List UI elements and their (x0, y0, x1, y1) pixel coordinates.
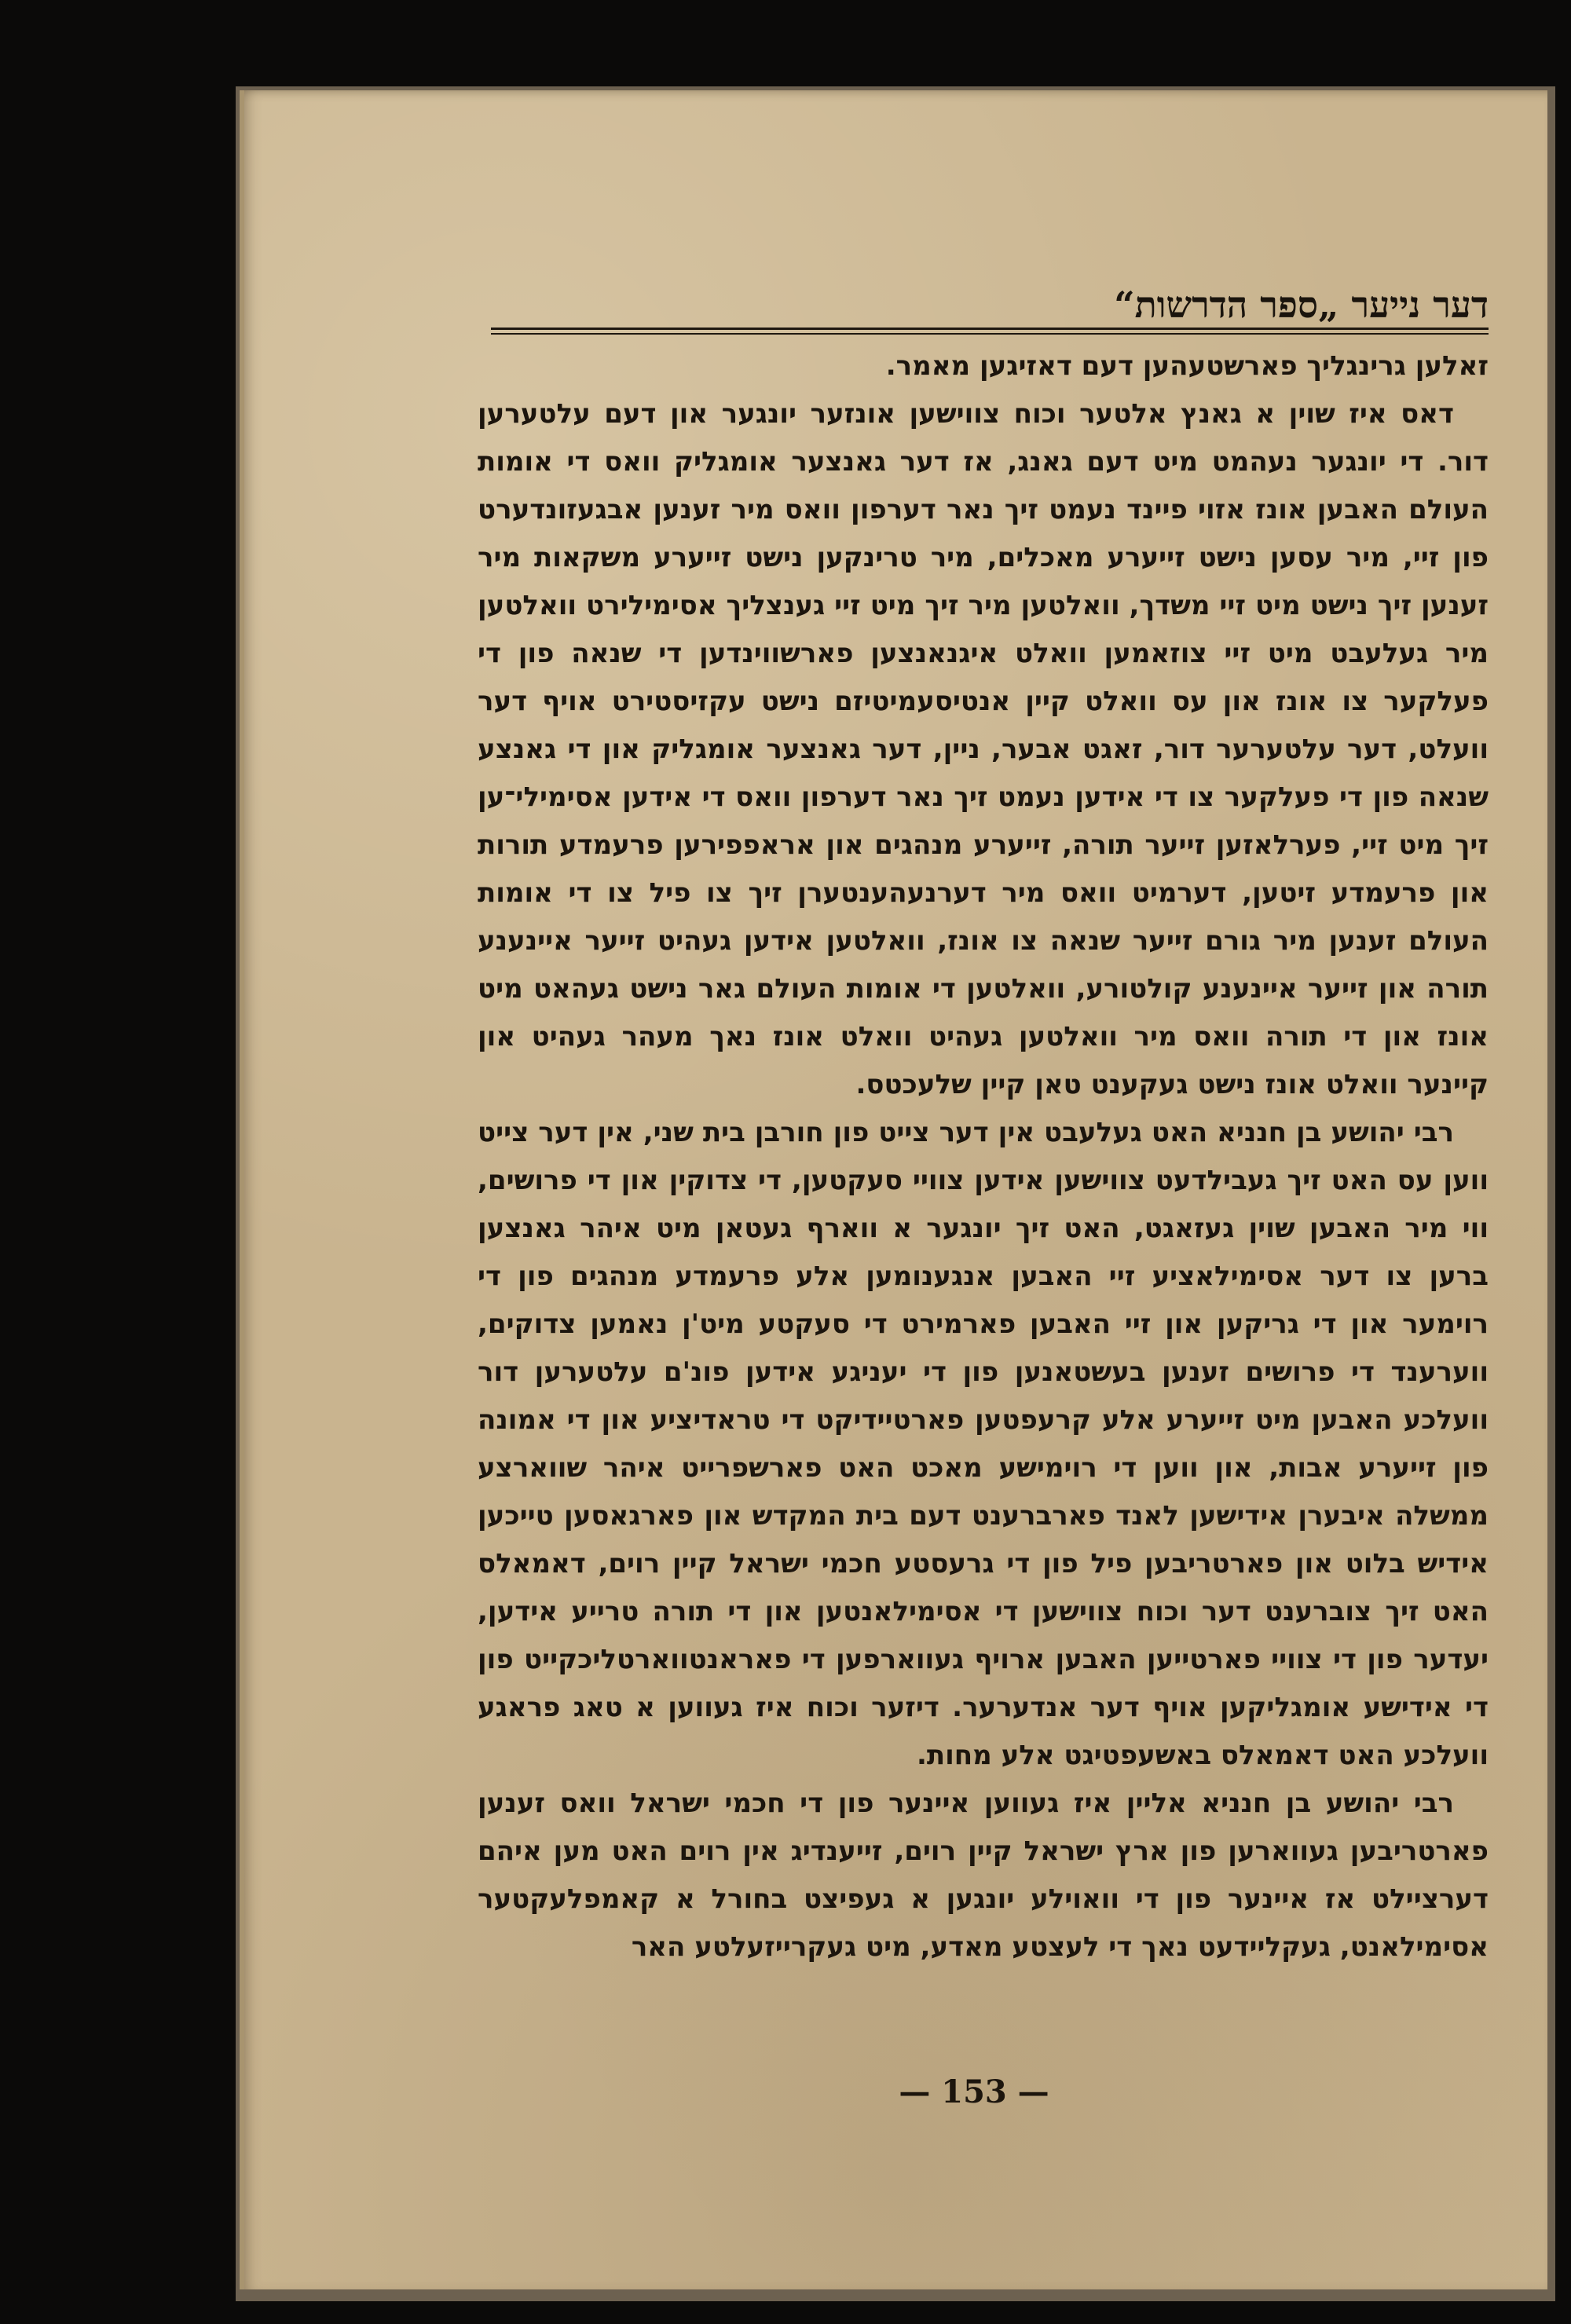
running-head (491, 284, 1489, 335)
page-body (478, 342, 1489, 1971)
page-left-edge (240, 90, 244, 2289)
paragraph-debate: דאס איז שוין א גאנץ אלטער וכוח צווישען אונזער יונגער און דעם עלטערען דור. די יונגער נעהמט מיט דעם גאנג, אז דער גאנצער אומגליק וואס די אומות העולם האבען אונז אזוי פיינד נעמט זיך נאר דערפון וואס מיר זענען אבגעזונדערט פון זיי, מיר עסען נישט זייערע מאכלים, מיר טרינקען נישט זייערע משקאות מיר זענען זיך נישט מיט זיי משדך, וואלטען מיר זיך מיט זיי גענצליך אסימילירט וואלטען מיר געלעבט מיט זיי צוזאמען וואלט איגנאנצען פארשווינדען די שנאה פון די פעלקער צו אונז און עס וואלט קיין אנטיסעמיטיזם נישט עקזיסטירט אויף דער וועלט, דער עלטערער דור, זאגט אבער, ניין, דער גאנצער אומגליק און די גאנצע שנאה פון די פעלקער צו די אידען נעמט זיך נאר דערפון וואס די אידען אסימילי־ען זיך מיט זיי, פערלאזען זייער תורה, זייערע מנהגים און אראפפירען פרעמדע תורות און פרעמדע זיטען, דערמיט וואס מיר דערנעהענטערן זיך צו פיל צו די אומות העולם זענען מיר גורם זייער שנאה צו אונז, וואלטען אידען געהיט זייער איינענע תורה און זייער איינענע קולטורע, וואלטען די אומות העולם גאר נישט געהאט מיט אונז און די תורה וואס מיר וואלטען געהיט וואלט אונז נאך מעהר געהיט און קיינער וואלט אונז נישט געקענט טאן קיין שלעכטס. (478, 398, 1489, 1100)
paragraph-history: רבי יהושע בן חנניא האט געלעבט אין דער צייט פון חורבן בית שני, אין דער צייט ווען עס האט זיך געבילדעט צווישען אידען צוויי סעקטען, די צדוקין און די פרושים, ווי מיר האבען שוין געזאגט, האט זיך יונגער א ווארף געטאן מיט איהר גאנצען ברען צו דער אסימילאציע זיי האבען אנגענומען אלע פרעמדע מנהגים פון די רוימער און די גריקען און זיי האבען פארמירט די סעקטע מיט'ן נאמען צדוקים, ווערענד די פרושים זענען בעשטאנען פון די יעניגע אידען פונ'ם עלטערען דור וועלכע האבען מיט זייערע אלע קרעפטען פארטיידיקט די טראדיציע און די אמונה פון זייערע אבות, און ווען די רוימישע מאכט האט פארשפרייט איהר שווארצע ממשלה איבערן אידישען לאנד פארברענט דעם בית המקדש און פארגאסען טייכען אידיש בלוט און פארטריבען פיל פון די גרעסטע חכמי ישראל קיין רוים, דאמאלס האט זיך צוברענט דער וכוח צווישען די אסימילאנטען און די תורה טרייע אידען, יעדער פון די צוויי פארטייען האבען ארויף געווארפען די פאראנטווארטליכקייט פון די אידישע אומגליקען אויף דער אנדערער. דיזער וכוח איז געווען א טאג פראגע וועלכע האט דאמאלס באשעפטיגט אלע מחות. (478, 1117, 1489, 1771)
header-double-rule (491, 328, 1489, 335)
paragraph-rome: רבי יהושע בן חנניא אליין איז געווען איינער פון די חכמי ישראל וואס זענען פארטריבען געווארען פון ארץ ישראל קיין רוים, זייענדיג אין רוים האט מען איהם דערציילט אז איינער פון די וואוילע יונגען א געפיצט בחורל א קאמפלעקטער אסימילאנט, געקליידעט נאך די לעצטע מאדע, מיט געקרייזעלטע האר (478, 1788, 1489, 1963)
paragraph-continuation: זאלען גרינגליך פארשטעהען דעם דאזיגען מאמר. (885, 350, 1489, 382)
running-head-title: דער נייער „ספר הדרשות“ (1114, 284, 1489, 326)
page-number: — 153 — (899, 2073, 1049, 2110)
